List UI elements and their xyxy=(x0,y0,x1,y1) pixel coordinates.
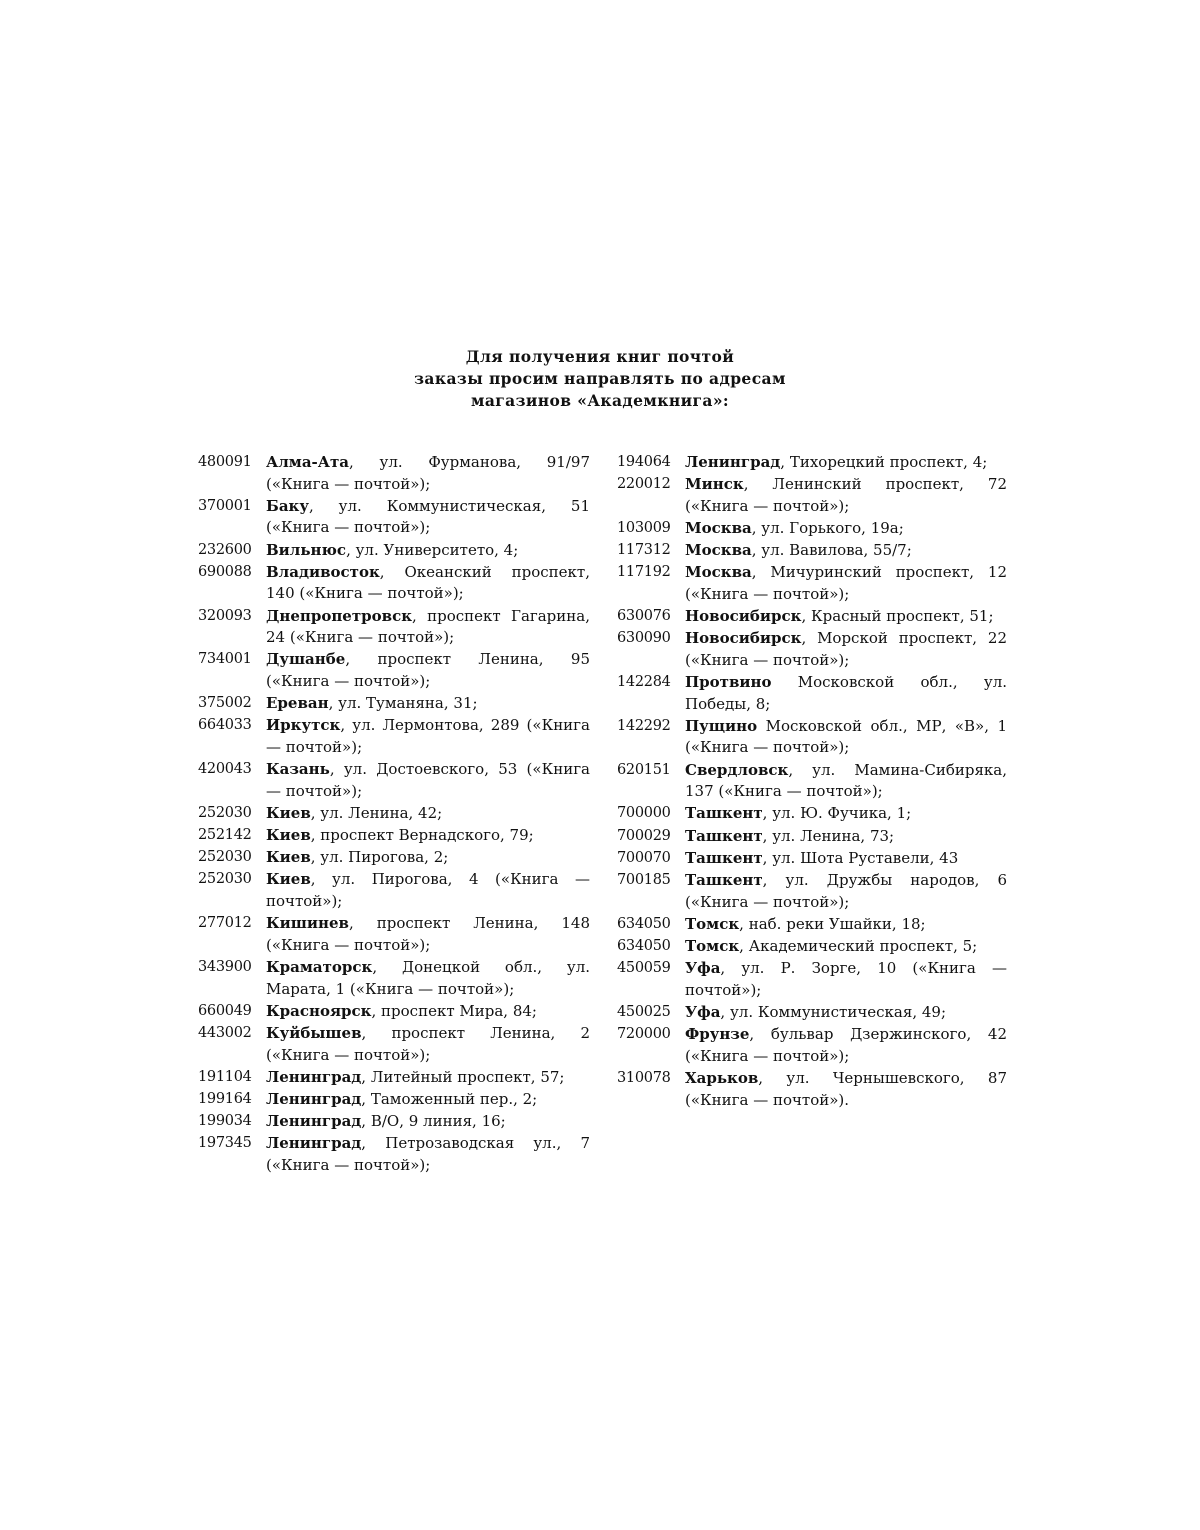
address-text xyxy=(266,1067,590,1089)
postal-code: 720000 xyxy=(617,1026,671,1043)
address-text xyxy=(685,540,1007,562)
address-entry xyxy=(617,540,1007,562)
postal-code: 197345 xyxy=(198,1135,252,1152)
city-name: Алма-Ата xyxy=(266,453,349,471)
address-text xyxy=(685,826,1007,848)
street-address: , ул. Туманяна, 31; xyxy=(328,694,478,713)
postal-code: 480091 xyxy=(198,454,252,470)
address-text xyxy=(685,1068,1007,1111)
postal-code: 620151 xyxy=(617,761,671,778)
city-name: Новосибирск xyxy=(685,629,802,648)
address-text xyxy=(685,606,1007,628)
street-address: , бульвар Дзержинского, 42 («Книга — почтой»); xyxy=(685,1025,1007,1065)
address-entry xyxy=(617,474,1007,517)
address-text xyxy=(266,1111,590,1133)
street-address: , ул. Университето, 4; xyxy=(346,540,519,559)
city-name: Киев xyxy=(266,826,311,845)
postal-code: 734001 xyxy=(198,651,252,668)
address-entry xyxy=(617,562,1007,605)
address-entry xyxy=(198,1067,590,1089)
heading-line-3: магазинов «Академкнига»: xyxy=(470,391,730,410)
postal-code: 117192 xyxy=(617,564,671,581)
address-entry xyxy=(617,628,1007,671)
postal-code: 310078 xyxy=(617,1069,671,1086)
street-address: , Красный проспект, 51; xyxy=(801,607,994,626)
city-name: Красноярск xyxy=(266,1001,372,1020)
address-text xyxy=(266,540,590,562)
city-name: Ленинград xyxy=(685,453,781,471)
postal-code: 450025 xyxy=(617,1003,671,1020)
street-address: , ул. Ленина, 42; xyxy=(310,803,443,822)
street-address: , ул. Вавилова, 55/7; xyxy=(751,541,912,560)
address-text xyxy=(266,496,590,539)
street-address: , В/О, 9 линия, 16; xyxy=(361,1112,506,1131)
street-address: , проспект Ленина, 148 («Книга — почтой»); xyxy=(266,914,590,954)
address-entry xyxy=(198,693,590,715)
postal-code: 420043 xyxy=(198,761,252,778)
postal-code: 664033 xyxy=(198,717,252,734)
street-address: , наб. реки Ушайки, 18; xyxy=(739,914,926,933)
address-text xyxy=(685,958,1007,1001)
city-name: Вильнюс xyxy=(266,540,347,559)
city-name: Иркутск xyxy=(266,716,341,735)
postal-code: 450059 xyxy=(617,960,671,977)
city-name: Москва xyxy=(685,518,752,537)
address-entry xyxy=(617,958,1007,1001)
city-name: Минск xyxy=(685,475,744,494)
address-entry xyxy=(198,540,590,562)
street-address: , ул. Пирогова, 2; xyxy=(310,848,449,867)
postal-code: 700000 xyxy=(617,805,671,822)
city-name: Москва xyxy=(685,541,752,560)
postal-code: 370001 xyxy=(198,497,252,514)
address-entry xyxy=(198,803,590,825)
city-name: Ташкент xyxy=(685,848,763,867)
address-entry xyxy=(617,826,1007,848)
street-address: , ул. Дружбы народов, 6 («Книга — почтой»); xyxy=(685,871,1007,911)
street-address: , Мичуринский проспект, 12 («Книга — почтой»); xyxy=(685,563,1007,603)
postal-code: 199164 xyxy=(198,1090,252,1107)
street-address: , Академический проспект, 5; xyxy=(739,936,978,955)
address-entry xyxy=(198,496,590,539)
right-address-column xyxy=(617,452,1007,1112)
postal-code: 252030 xyxy=(198,804,252,821)
address-text xyxy=(266,825,590,847)
city-name: Свердловск xyxy=(685,760,789,779)
postal-code: 320093 xyxy=(198,607,252,624)
address-entry xyxy=(198,825,590,847)
postal-code: 700070 xyxy=(617,849,671,866)
street-address: , ул. Коммунистическая, 51 («Книга — почтой»); xyxy=(266,496,590,537)
postal-code: 142292 xyxy=(617,717,671,734)
city-name: Уфа xyxy=(685,959,721,978)
street-address: , проспект Вернадского, 79; xyxy=(310,826,534,845)
postal-code: 690088 xyxy=(198,563,252,580)
address-text xyxy=(685,870,1007,913)
postal-code: 199034 xyxy=(198,1113,252,1130)
city-name: Новосибирск xyxy=(685,607,802,626)
heading-line-1: Для получения книг почтой xyxy=(465,347,735,366)
address-entry xyxy=(198,649,590,692)
city-name: Баку xyxy=(266,496,309,515)
city-name: Томск xyxy=(685,914,740,933)
address-text xyxy=(266,1089,590,1111)
postal-code: 630090 xyxy=(617,630,671,647)
city-name: Ереван xyxy=(266,694,329,713)
address-entry xyxy=(617,716,1007,759)
address-text xyxy=(266,715,590,758)
street-address: , проспект Ленина, 95 («Книга — почтой»); xyxy=(266,650,590,690)
street-address: , ул. Фурманова, 91/97 («Книга — почтой»); xyxy=(266,453,590,493)
address-text xyxy=(266,803,590,825)
address-entry xyxy=(617,606,1007,628)
postal-code: 103009 xyxy=(617,519,671,536)
address-text xyxy=(266,1001,590,1023)
city-name: Ленинград xyxy=(266,1112,362,1131)
address-text xyxy=(266,693,590,715)
address-text xyxy=(685,452,1007,474)
address-text xyxy=(266,957,590,1000)
postal-code: 375002 xyxy=(198,695,252,712)
address-entry xyxy=(617,870,1007,913)
address-entry xyxy=(617,760,1007,803)
left-address-column xyxy=(198,452,590,1177)
page-heading xyxy=(0,346,1200,412)
postal-code: 117312 xyxy=(617,542,671,559)
postal-code: 194064 xyxy=(617,454,671,470)
address-entry xyxy=(198,1089,590,1111)
street-address: , Литейный проспект, 57; xyxy=(361,1067,565,1086)
city-name: Киев xyxy=(266,870,311,889)
address-entry xyxy=(617,848,1007,870)
address-entry xyxy=(198,606,590,649)
address-entry xyxy=(617,672,1007,715)
city-name: Уфа xyxy=(685,1002,721,1021)
city-name: Кишинев xyxy=(266,914,349,933)
city-name: Харьков xyxy=(685,1068,759,1087)
address-entry xyxy=(617,518,1007,540)
postal-code: 277012 xyxy=(198,915,252,932)
postal-code: 220012 xyxy=(617,476,671,493)
address-entry xyxy=(198,715,590,758)
city-name: Днепропетровск xyxy=(266,606,413,625)
address-text xyxy=(685,1024,1007,1067)
street-address: , Тихорецкий проспект, 4; xyxy=(780,453,988,471)
street-address: , проспект Гагарина, 24 («Книга — почтой»); xyxy=(266,606,590,647)
city-name: Москва xyxy=(685,563,752,582)
address-entry xyxy=(617,1002,1007,1024)
address-entry xyxy=(617,452,1007,474)
address-text xyxy=(266,913,590,956)
address-entry xyxy=(198,759,590,802)
city-name: Ташкент xyxy=(685,871,763,889)
address-text xyxy=(685,1002,1007,1024)
street-address: , ул. Чернышевского, 87 («Книга — почтой»). xyxy=(685,1068,1007,1109)
street-address: , Океанский проспект, 140 («Книга — почтой»); xyxy=(266,562,590,603)
street-address: , проспект Мира, 84; xyxy=(371,1001,537,1020)
postal-code: 443002 xyxy=(198,1024,252,1041)
address-text xyxy=(685,562,1007,605)
address-text xyxy=(685,474,1007,517)
address-text xyxy=(266,869,590,912)
address-entry xyxy=(617,936,1007,958)
street-address: , ул. Горького, 19а; xyxy=(751,518,904,537)
address-text xyxy=(685,672,1007,715)
address-text xyxy=(685,803,1007,825)
postal-code: 634050 xyxy=(617,915,671,932)
address-text xyxy=(266,1133,590,1176)
city-name: Куйбышев xyxy=(266,1023,362,1042)
city-name: Душанбе xyxy=(266,650,346,669)
street-address: , ул. Достоевского, 53 («Книга — почтой»); xyxy=(266,760,590,800)
address-text xyxy=(685,848,1007,870)
street-address: , ул. Мамина-Сибиряка, 137 («Книга — почтой»); xyxy=(685,760,1007,801)
postal-code: 252142 xyxy=(198,827,252,844)
street-address: , ул. Р. Зорге, 10 («Книга — почтой»); xyxy=(685,959,1007,999)
street-address: , Донецкой обл., ул. Марата, 1 («Книга — почтой»); xyxy=(266,957,590,998)
postal-code: 191104 xyxy=(198,1068,252,1085)
postal-code: 232600 xyxy=(198,541,252,558)
city-name: Томск xyxy=(685,936,740,955)
city-name: Ташкент xyxy=(685,804,763,823)
postal-code: 343900 xyxy=(198,958,252,975)
street-address: Московской обл., ул. Победы, 8; xyxy=(685,673,1007,713)
address-text xyxy=(266,562,590,605)
address-text xyxy=(266,847,590,869)
address-entry xyxy=(198,913,590,956)
street-address: , ул. Коммунистическая, 49; xyxy=(720,1002,946,1021)
city-name: Протвино xyxy=(685,673,772,692)
street-address: , Морской проспект, 22 («Книга — почтой»); xyxy=(685,629,1007,669)
street-address: , ул. Ленина, 73; xyxy=(762,826,895,845)
address-entry xyxy=(198,1111,590,1133)
address-text xyxy=(685,518,1007,540)
address-entry xyxy=(198,1133,590,1176)
address-entry xyxy=(198,957,590,1000)
city-name: Ленинград xyxy=(266,1067,362,1086)
address-entry xyxy=(198,847,590,869)
postal-code: 252030 xyxy=(198,849,252,866)
postal-code: 630076 xyxy=(617,608,671,625)
address-entry xyxy=(198,452,590,495)
address-text xyxy=(266,759,590,802)
street-address: Московской обл., МР, «В», 1 («Книга — почтой»); xyxy=(685,716,1007,757)
address-entry xyxy=(617,803,1007,825)
postal-code: 700029 xyxy=(617,827,671,844)
postal-code: 660049 xyxy=(198,1002,252,1019)
address-entry xyxy=(617,914,1007,936)
address-text xyxy=(266,452,590,495)
heading-line-2: заказы просим направлять по адресам xyxy=(414,369,786,388)
street-address: , ул. Ю. Фучика, 1; xyxy=(762,804,912,823)
postal-code: 252030 xyxy=(198,871,252,888)
address-entry xyxy=(198,1001,590,1023)
city-name: Владивосток xyxy=(266,562,380,581)
street-address: , Таможенный пер., 2; xyxy=(361,1089,538,1108)
street-address: , ул. Пирогова, 4 («Книга — почтой»); xyxy=(266,870,590,910)
city-name: Пущино xyxy=(685,716,758,735)
city-name: Казань xyxy=(266,760,330,779)
address-entry xyxy=(198,1023,590,1066)
address-text xyxy=(266,649,590,692)
street-address: , Петрозаводская ул., 7 («Книга — почтой»); xyxy=(266,1134,590,1174)
city-name: Ленинград xyxy=(266,1134,362,1153)
postal-code: 700185 xyxy=(617,872,671,888)
street-address: , ул. Шота Руставели, 43 xyxy=(762,848,959,867)
address-entry xyxy=(198,562,590,605)
address-text xyxy=(266,1023,590,1066)
city-name: Киев xyxy=(266,848,311,867)
street-address: , Ленинский проспект, 72 («Книга — почтой»); xyxy=(685,475,1007,515)
address-entry xyxy=(198,869,590,912)
street-address: , проспект Ленина, 2 («Книга — почтой»); xyxy=(266,1023,590,1064)
address-text xyxy=(685,760,1007,803)
address-entry xyxy=(617,1024,1007,1067)
address-text xyxy=(685,914,1007,936)
city-name: Ленинград xyxy=(266,1089,362,1108)
city-name: Фрунзе xyxy=(685,1025,750,1044)
address-text xyxy=(685,936,1007,958)
address-text xyxy=(266,606,590,649)
address-entry xyxy=(617,1068,1007,1111)
city-name: Киев xyxy=(266,803,311,822)
address-text xyxy=(685,716,1007,759)
postal-code: 634050 xyxy=(617,937,671,954)
street-address: , ул. Лермонтова, 289 («Книга — почтой»); xyxy=(266,716,590,756)
city-name: Ташкент xyxy=(685,826,763,845)
city-name: Краматорск xyxy=(266,957,373,976)
postal-code: 142284 xyxy=(617,674,671,691)
address-text xyxy=(685,628,1007,671)
